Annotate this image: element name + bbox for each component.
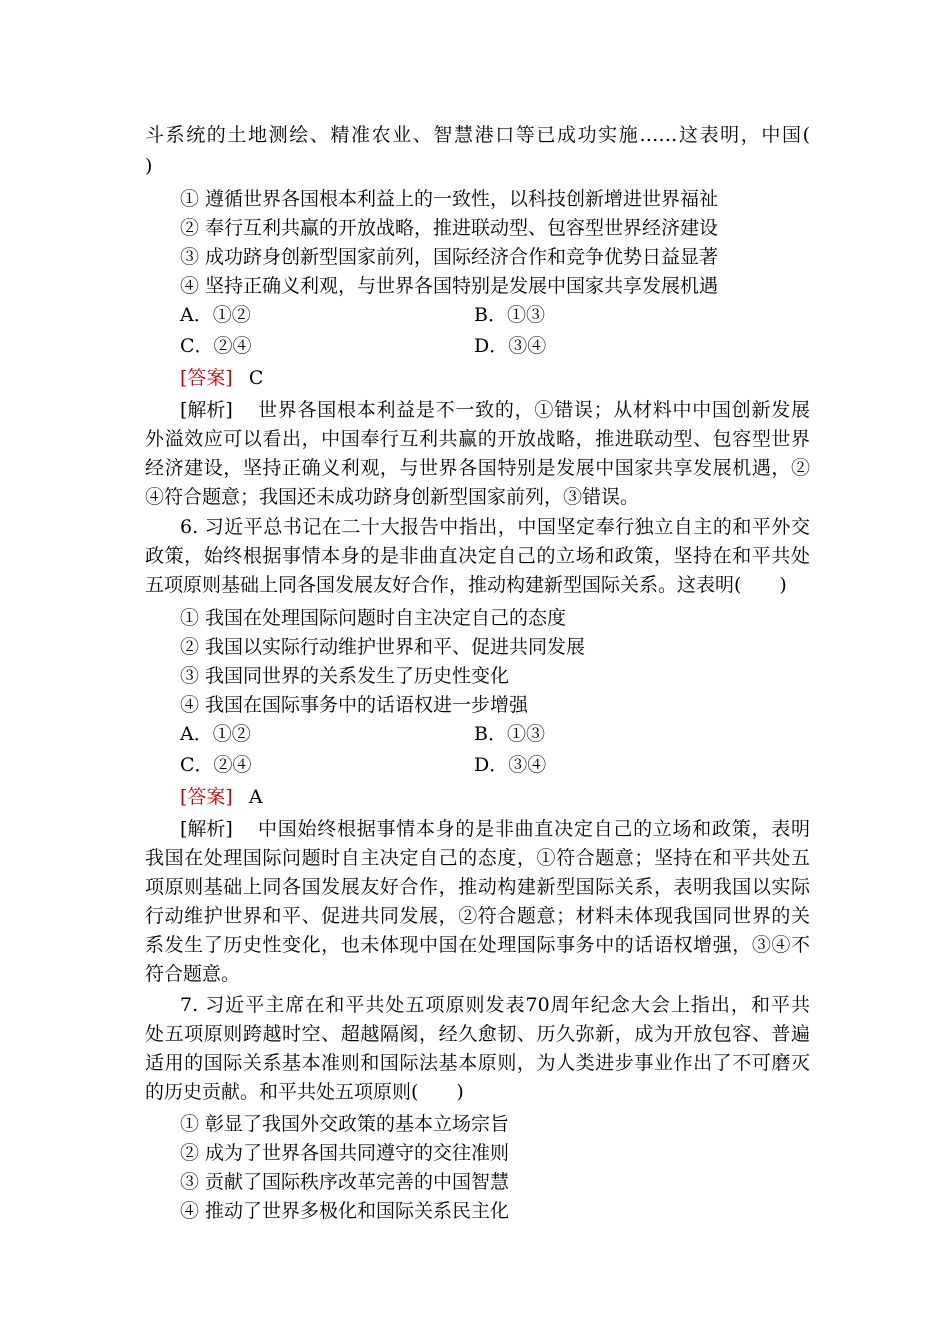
q7-item-2: ② 成为了世界各国共同遵守的交往准则 (180, 1142, 510, 1164)
q6-item-2: ② 我国以实际行动维护世界和平、促进共同发展 (180, 636, 586, 658)
q6-stem-line-1: 6. 习近平总书记在二十大报告中指出，中国坚定奉行独立自主的和平外交 (180, 516, 810, 538)
answer-tag: [答案] (180, 786, 233, 808)
q7-stem-line-4: 的历史贡献。和平共处五项原则( ) (145, 1081, 464, 1103)
q6-item-1: ① 我国在处理国际问题时自主决定自己的态度 (180, 607, 567, 629)
q5-option-c: C．②④ (180, 335, 252, 357)
q6-answer (180, 782, 263, 812)
q6-stem-line-3: 五项原则基础上同各国发展友好合作，推动构建新型国际关系。这表明( ) (145, 574, 787, 596)
answer-tag: [答案] (180, 367, 233, 389)
q6-stem-line-2: 政策，始终根据事情本身的是非曲直决定自己的立场和政策，坚持在和平共处 (145, 545, 810, 567)
q5-analysis-line-4: ④符合题意；我国还未成功跻身创新型国家前列，③错误。 (145, 486, 640, 508)
q6-option-c: C．②④ (180, 754, 252, 776)
q5-analysis-line-3: 经济建设，坚持正确义利观，与世界各国特别是发展中国家共享发展机遇，② (145, 457, 810, 479)
q5-item-1: ① 遵循世界各国根本利益上的一致性，以科技创新增进世界福祉 (180, 188, 719, 210)
q5-analysis-line-1: 世界各国根本利益是不一致的，①错误；从材料中中国创新发展 (258, 399, 810, 421)
q6-option-d: D．③④ (474, 754, 547, 776)
q6-analysis-tag: [解析] (180, 818, 233, 840)
q6-option-b: B．①③ (474, 723, 545, 745)
q5-option-a: A．①② (180, 304, 251, 326)
answer-value: C (248, 367, 264, 389)
q7-stem-line-3: 适用的国际关系基本准则和国际法基本原则，为人类进步事业作出了不可磨灭 (145, 1052, 810, 1074)
q5-item-3: ③ 成功跻身创新型国家前列，国际经济合作和竞争优势日益显著 (180, 246, 719, 268)
q6-analysis-line-2: 我国在处理国际问题时自主决定自己的态度，①符合题意；坚持在和平共处五 (145, 847, 810, 869)
q6-analysis-line-3: 项原则基础上同各国发展友好合作，推动构建新型国际关系，表明我国以实际 (145, 876, 810, 898)
q6-analysis-line-6: 符合题意。 (145, 963, 241, 985)
q7-item-1: ① 彰显了我国外交政策的基本立场宗旨 (180, 1113, 510, 1135)
q5-answer (180, 363, 263, 393)
q5-item-2: ② 奉行互利共赢的开放战略，推进联动型、包容型世界经济建设 (180, 217, 719, 239)
q6-analysis-line-4: 行动维护世界和平、促进共同发展，②符合题意；材料未体现我国同世界的关 (145, 905, 810, 927)
q5-analysis-tag: [解析] (180, 399, 233, 421)
q7-item-3: ③ 贡献了国际秩序改革完善的中国智慧 (180, 1171, 510, 1193)
q5-option-b: B．①③ (474, 304, 545, 326)
q6-analysis-line-5: 系发生了历史性变化，也未体现中国在处理国际事务中的话语权增强，③④不 (145, 934, 810, 956)
q5-option-d: D．③④ (474, 335, 547, 357)
q5-stem-line-2: ) (145, 155, 153, 177)
q7-stem-line-2: 处五项原则跨越时空、超越隔阂，经久愈韧、历久弥新，成为开放包容、普遍 (145, 1023, 810, 1045)
q5-item-4: ④ 坚持正确义利观，与世界各国特别是发展中国家共享发展机遇 (180, 275, 719, 297)
q6-option-a: A．①② (180, 723, 251, 745)
q7-item-4: ④ 推动了世界多极化和国际关系民主化 (180, 1200, 510, 1222)
q7-stem-line-1: 7. 习近平主席在和平共处五项原则发表70周年纪念大会上指出，和平共 (180, 994, 810, 1016)
q6-item-3: ③ 我国同世界的关系发生了历史性变化 (180, 665, 510, 687)
q5-stem-line-1: 斗系统的土地测绘、精准农业、智慧港口等已成功实施……这表明，中国( (145, 124, 810, 146)
q5-analysis-line-2: 外溢效应可以看出，中国奉行互利共赢的开放战略，推进联动型、包容型世界 (145, 428, 810, 450)
q6-item-4: ④ 我国在国际事务中的话语权进一步增强 (180, 694, 529, 716)
q6-analysis-line-1: 中国始终根据事情本身的是非曲直决定自己的立场和政策，表明 (258, 818, 810, 840)
answer-value: A (248, 786, 263, 808)
